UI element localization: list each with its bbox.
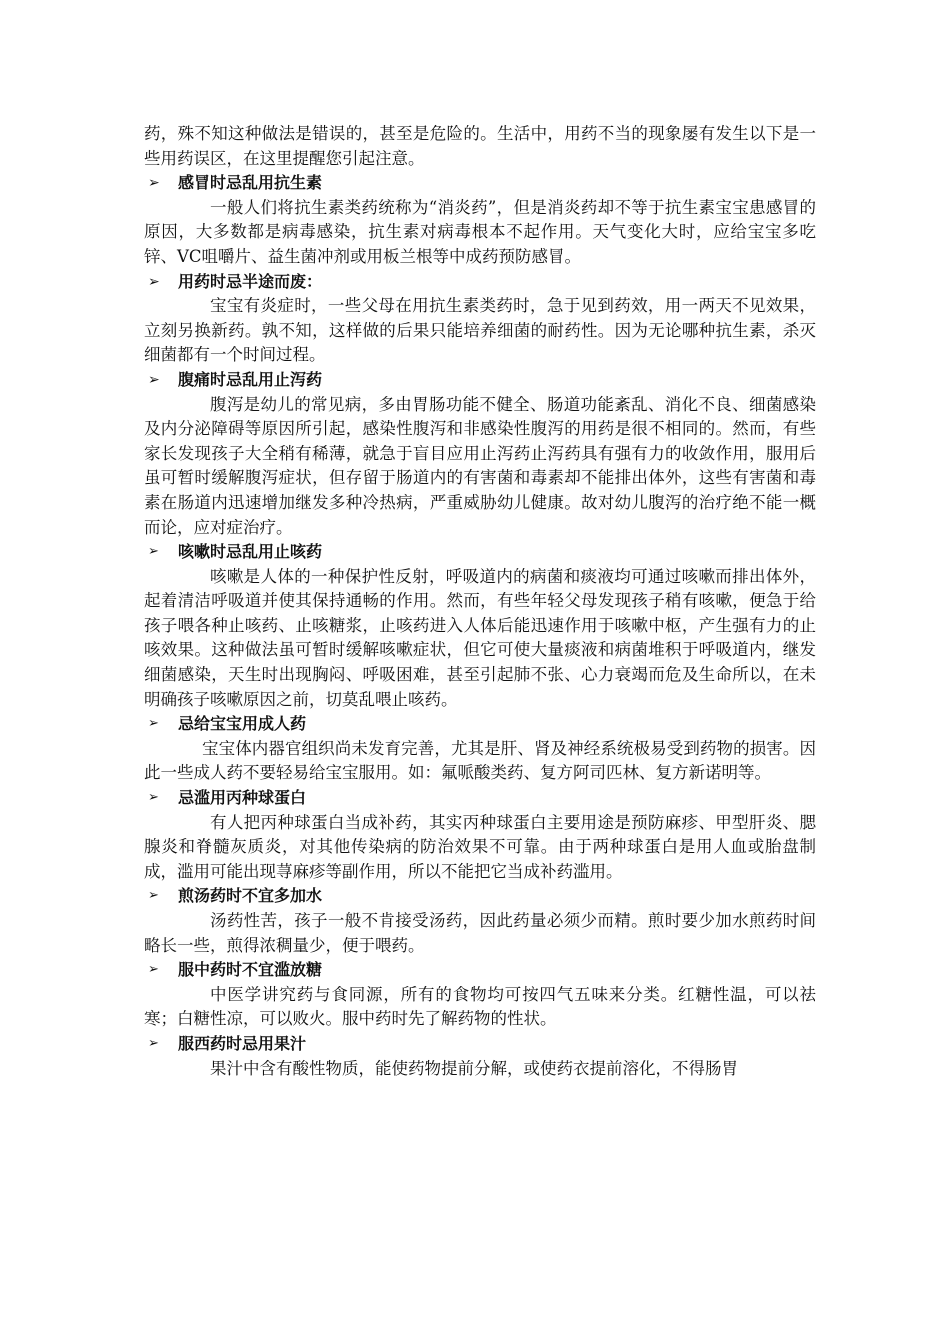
section-heading-adult-medicine: [144, 712, 816, 737]
section-heading-juice: [144, 1032, 816, 1057]
section-body-halfway: 宝宝有炎症时，一些父母在用抗生素类药时，急于见到药效，用一两天不见效果，立刻另换新药。孰不知，这样做的后果只能培养细菌的耐药性。因为无论哪种抗生素，杀灭细菌都有一个时间过程。: [144, 296, 816, 365]
section-body-cold: 一般人们将抗生素类药统称为“消炎药”，但是消炎药却不等于抗生素宝宝患感冒的原因，大多数都是病毒感染，抗生素对病毒根本不起作用。天气变化大时，应给宝宝多吃锌、VC咀嚼片、益生菌冲剂或用板兰根等中成药预防感冒。: [144, 197, 816, 266]
section-heading-halfway: [144, 270, 816, 295]
section-heading-cold: [144, 171, 816, 196]
arrow-bullet-icon: ➢: [148, 962, 159, 978]
section-body-diarrhea: 腹泻是幼儿的常见病，多由胃肠功能不健全、肠道功能紊乱、消化不良、细菌感染及内分泌障碍等原因所引起，感染性腹泻和非感染性腹泻的用药是很不相同的。然而，有些家长发现孩子大全稍有稀薄，就急于盲目应用止泻药止泻药具有强有力的收敛作用，服用后虽可暂时缓解腹泻症状，但存留于肠道内的有害菌和毒素却不能排出体外，这些有害菌和毒素在肠道内迅速增加继发多种冷热病，严重威胁幼儿健康。故对幼儿腹泻的治疗绝不能一概而论，应对症治疗。: [144, 394, 816, 537]
arrow-bullet-icon: ➢: [148, 888, 159, 904]
section-heading-text: 咳嗽时忌乱用止咳药: [178, 542, 323, 562]
arrow-bullet-icon: ➢: [148, 716, 159, 732]
section-body-decoction: 汤药性苦，孩子一般不肯接受汤药，因此药量必须少而精。煎时要少加水煎药时间略长一些，煎得浓稠量少，便于喂药。: [144, 911, 816, 955]
intro-paragraph: 药，殊不知这种做法是错误的，甚至是危险的。生活中，用药不当的现象屡有发生以下是一些用药误区，在这里提醒您引起注意。: [144, 124, 816, 168]
section-heading-decoction: [144, 884, 816, 909]
arrow-bullet-icon: ➢: [148, 175, 160, 192]
section-heading-cough: [144, 540, 816, 565]
section-body-sugar: 中医学讲究药与食同源，所有的食物均可按四气五味来分类。红糖性温，可以祛寒；白糖性凉，可以败火。服中药时先了解药物的性状。: [144, 984, 816, 1029]
section-heading-globulin: [144, 786, 816, 811]
section-heading-text: 煎汤药时不宜多加水: [178, 886, 323, 906]
arrow-bullet-icon: ➢: [148, 544, 159, 560]
section-heading-text: 服中药时不宜滥放糖: [178, 960, 323, 980]
section-heading-diarrhea: [144, 368, 816, 393]
section-heading-text: 忌给宝宝用成人药: [178, 714, 307, 734]
section-body-cough: 咳嗽是人体的一种保护性反射，呼吸道内的病菌和痰液均可通过咳嗽而排出体外，起着清洁呼吸道并使其保持通畅的作用。然而，有些年轻父母发现孩子稍有咳嗽，便急于给孩子喂各种止咳药、止咳糖浆，止咳药进入人体后能迅速作用于咳嗽中枢，产生强有力的止咳效果。这种做法虽可暂时缓解咳嗽症状，但它可使大量痰液和病菌堆积于呼吸道内，继发细菌感染，天生时出现胸闷、呼吸困难，甚至引起肺不张、心力衰竭而危及生命所以，在未明确孩子咳嗽原因之前，切莫乱喂止咳药。: [144, 566, 816, 709]
section-heading-sugar: [144, 958, 816, 983]
section-heading-text: 服西药时忌用果汁: [178, 1033, 307, 1053]
arrow-bullet-icon: ➢: [148, 273, 160, 290]
section-heading-text: 用药时忌半途而废：: [178, 271, 323, 291]
section-heading-text: 腹痛时忌乱用止泻药: [178, 369, 323, 389]
section-body-globulin: 有人把丙种球蛋白当成补药，其实丙种球蛋白主要用途是预防麻疹、甲型肝炎、腮腺炎和脊髓灰质炎，对其他传染病的防治效果不可靠。由于两种球蛋白是用人血或胎盘制成，滥用可能出现荨麻疹等副作用，所以不能把它当成补药滥用。: [144, 812, 816, 881]
document-page: [144, 122, 816, 1081]
section-heading-text: 感冒时忌乱用抗生素: [178, 173, 323, 193]
section-heading-text: 忌滥用丙种球蛋白: [178, 788, 307, 808]
section-body-adult-medicine: 宝宝体内器官组织尚未发育完善，尤其是肝、肾及神经系统极易受到药物的损害。因此一些成人药不要轻易给宝宝服用。如：氟哌酸类药、复方阿司匹林、复方新诺明等。: [144, 738, 816, 783]
arrow-bullet-icon: ➢: [148, 371, 160, 388]
arrow-bullet-icon: ➢: [148, 790, 159, 806]
arrow-bullet-icon: ➢: [148, 1035, 159, 1051]
section-body-juice: 果汁中含有酸性物质，能使药物提前分解，或使药衣提前溶化，不得肠胃: [210, 1058, 738, 1078]
